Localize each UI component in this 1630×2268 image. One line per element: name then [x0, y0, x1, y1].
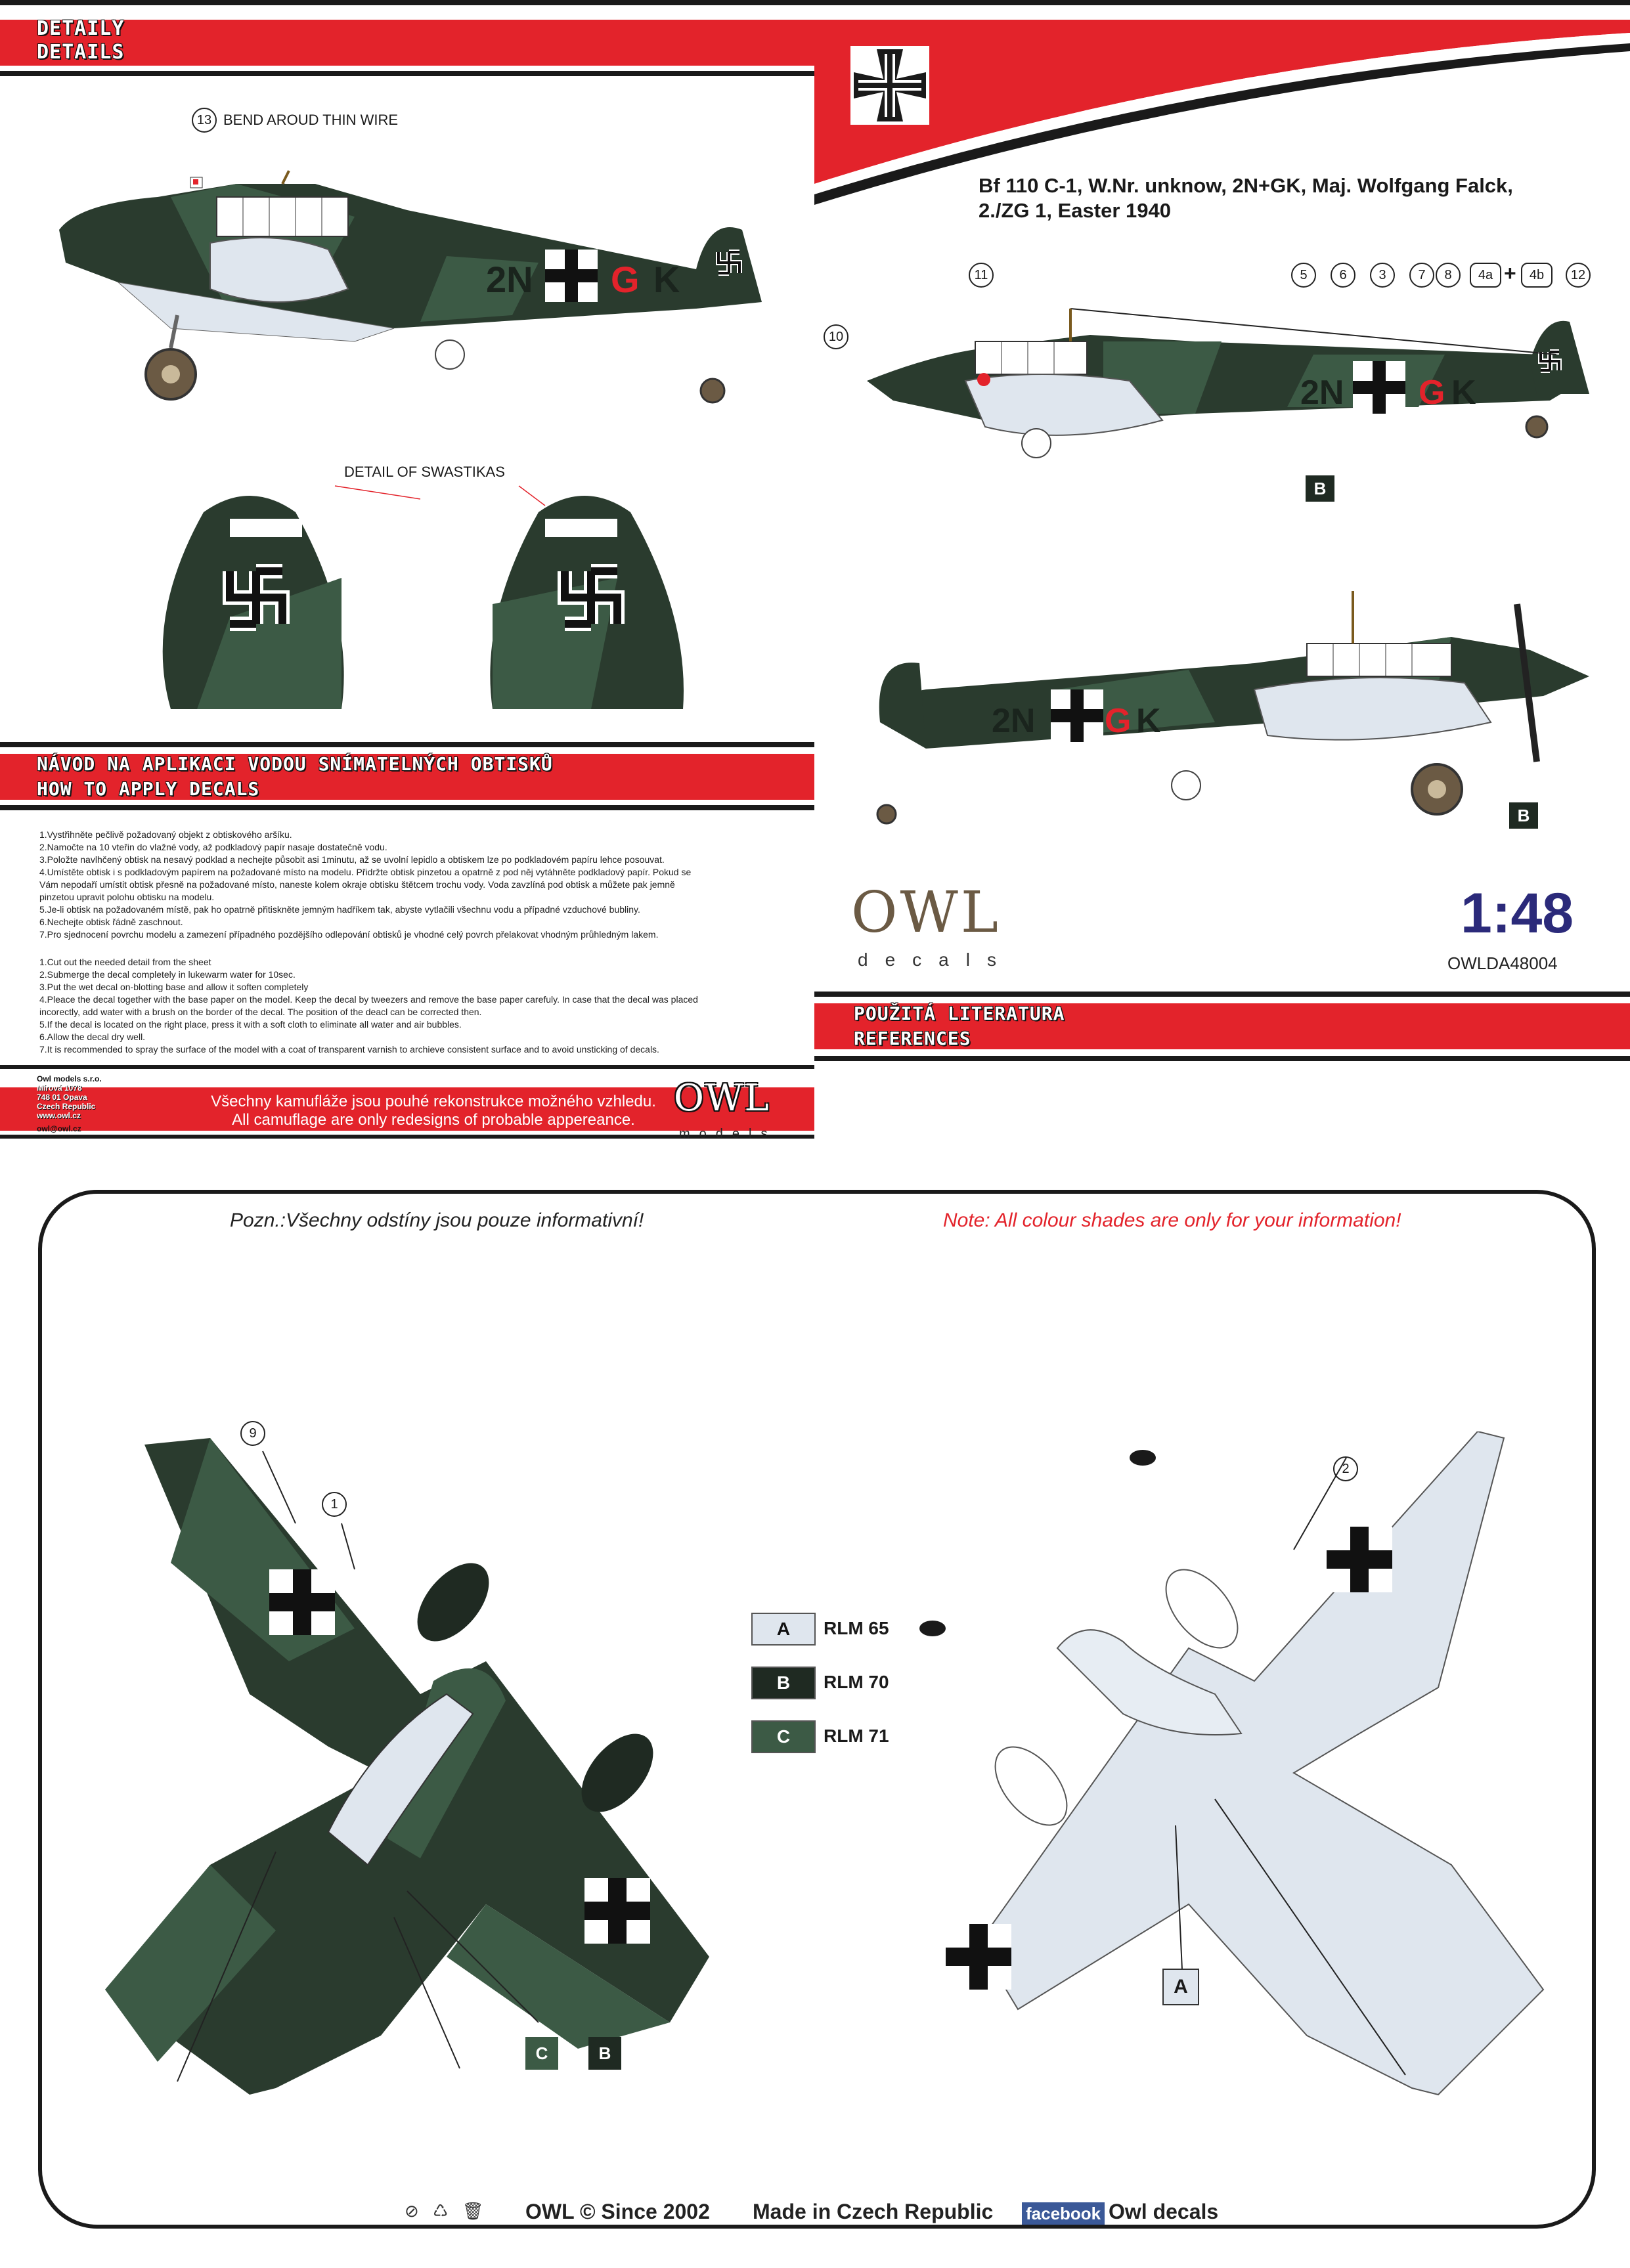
instr-cz-line: 6.Nechejte obtisk řádně zaschnout. [39, 917, 183, 927]
swastika-detail-label: DETAIL OF SWASTIKAS [344, 464, 505, 480]
callout-3: 3 [1370, 263, 1395, 288]
ref-rule-bottom [814, 1056, 1630, 1061]
instr-cz-line: 3.Položte navlhčený obtisk na nesavý podklad a nechejte působit asi 1minutu, až se uvolní lepidlo a obtiskem lze po podkladovém papíru lehce posouvat. [39, 854, 665, 865]
callout-1: 1 [322, 1492, 347, 1517]
instructions-cz-list [39, 829, 762, 941]
callout-4a: 4a [1470, 263, 1501, 288]
instructions-heading-en: HOW TO APPLY DECALS [37, 778, 260, 800]
references-heading-cz: POUŽITÁ LITERATURA [854, 1003, 1065, 1024]
instr-en-line: 1.Cut out the needed detail from the sheet [39, 957, 211, 967]
svg-text:G: G [1419, 374, 1445, 412]
recycle-icon: ♺ [433, 2201, 449, 2221]
facebook-name[interactable]: Owl decals [1109, 2200, 1219, 2223]
svg-text:G: G [1105, 702, 1132, 740]
company-line: owl@owl.cz [37, 1124, 81, 1133]
svg-text:2N: 2N [486, 259, 533, 300]
instructions-heading-cz: NÁVOD NA APLIKACI VODOU SNÍMATELNÝCH OBTISKŮ [37, 753, 553, 775]
product-code: OWLDA48004 [1447, 953, 1558, 973]
note-cz: Pozn.:Všechny odstíny jsou pouze informativní! [230, 1210, 644, 1231]
callout-plus: + [1504, 261, 1516, 285]
copyright: OWL © Since 2002 [525, 2200, 710, 2223]
company-line: 748 01 Opava [37, 1093, 87, 1102]
top-view-upper [79, 1431, 801, 2127]
owl-models-logo: OWL [674, 1077, 770, 1120]
company-address [37, 1074, 122, 1133]
instr-en-line: 6.Allow the decal dry well. [39, 1032, 146, 1042]
details-title-cz: DETAILY [37, 17, 125, 40]
instr-en-line: incorectly, add water with a brush on the border of the decal. The position of the deacl can be corrected then. [39, 1007, 482, 1017]
callout-12: 12 [1566, 263, 1591, 288]
instr-cz-line: 2.Namočte na 10 vteřin do vlažné vody, až podkladový papír nasaje dostatečně vodu. [39, 842, 387, 852]
camo-note [197, 1093, 670, 1129]
instr-rule-bottom [0, 805, 814, 810]
instr-en-line: 7.It is recommended to spray the surface of the model with a coat of transparent varnish to archieve consistent surface and to avoid unsticking of decals. [39, 1044, 659, 1055]
ref-rule-top [814, 992, 1630, 997]
instr-en-line: 5.If the decal is located on the right place, press it with a soft cloth to eliminate all water and air bubbles. [39, 1019, 462, 1030]
label-b: B [588, 2037, 621, 2070]
no-burn-icon: ⊘ [405, 2201, 419, 2221]
instr-en-line: 4.Pleace the decal together with the base paper on the model. Keep the decal by tweezers and remove the base paper carefuly. In case that the decal was placed [39, 994, 698, 1005]
code-g-left: G [611, 259, 640, 300]
owl-decals-logo: OWL [851, 880, 1002, 946]
aircraft-title-line2: 2./ZG 1, Easter 1940 [979, 199, 1171, 222]
callout-13-text: BEND AROUD THIN WIRE [223, 112, 399, 128]
legend-label-a: RLM 65 [824, 1618, 889, 1638]
callout-7: 7 [1409, 263, 1434, 288]
label-a: A [1162, 1969, 1199, 2005]
aircraft-title [979, 173, 1513, 223]
owl-decals-sub: decals [858, 949, 1013, 970]
camo-note-cz: Všechny kamufláže jsou pouhé rekonstrukce možného vzhledu. [211, 1093, 656, 1110]
callout-10: 10 [824, 324, 848, 349]
svg-text:K: K [1136, 702, 1161, 740]
company-line: Mírová 1078 [37, 1083, 82, 1093]
top-rule [0, 0, 814, 5]
note-en: Note: All colour shades are only for your information! [943, 1210, 1401, 1231]
label-c: C [525, 2037, 558, 2070]
instr-cz-line: 7.Pro sjednocení povrchu modelu a zamezení případného pozdějšího odlepování obtisků je vhodné celý povrch přelakovat vhodným průhledným lakem. [39, 929, 659, 940]
trash-icon: 🗑 [462, 2201, 484, 2221]
instr-cz-line: 1.Vystřihněte pečlivě požadovaný objekt z obtiskového aršíku. [39, 829, 292, 840]
callout-4b: 4b [1521, 263, 1553, 288]
swastika-detail-drawings [144, 473, 709, 722]
legend-label-c: RLM 71 [824, 1726, 889, 1746]
svg-text:2N: 2N [992, 702, 1036, 740]
instr-en-line: 2.Submerge the decal completely in lukewarm water for 10sec. [39, 969, 296, 980]
camo-note-en: All camuflage are only redesigns of probable appereance. [232, 1111, 635, 1129]
company-line: www.owl.cz [37, 1111, 81, 1120]
callout-13: 13 [192, 108, 217, 133]
bottom-view-underside [847, 1431, 1570, 2127]
instr-en-line: 3.Put the wet decal on-blotting base and allow it soften completely [39, 982, 309, 992]
color-box-b-2: B [1509, 802, 1538, 829]
details-title-en: DETAILS [37, 41, 125, 64]
right-top-rule [814, 0, 1630, 5]
svg-text:K: K [653, 259, 680, 300]
instr-cz-line: Vám nepodaří umístit obtisk přesně na požadované místo, naneste kolem okraje obtisku štětcem trochu vody. Voda zavzlíná pod obtisk a můžete pak jemně [39, 879, 675, 890]
svg-text:K: K [1451, 374, 1476, 412]
callout-8: 8 [1436, 263, 1461, 288]
side-profile-left [39, 131, 782, 414]
recycle-icons [405, 2201, 484, 2221]
legend-swatch-b: B [751, 1667, 816, 1699]
instr-cz-line: 5.Je-li obtisk na požadovaném místě, pak ho opatrně přitiskněte jemným hadříkem tak, abyste vytlačili všechnu vodu a případné vzduchové bubliny. [39, 904, 640, 915]
legend-swatch-a: A [751, 1613, 816, 1646]
callout-9: 9 [240, 1421, 265, 1446]
details-underline [0, 71, 814, 76]
scale-label: 1:48 [1461, 882, 1574, 945]
made-in: Made in Czech Republic [753, 2200, 994, 2223]
legend-label-b: RLM 70 [824, 1672, 889, 1692]
side-profile-right-2 [860, 591, 1609, 834]
company-line: Czech Republic [37, 1102, 96, 1111]
instr-cz-line: pinzetou upravit polohu obtisku na modelu. [39, 892, 215, 902]
legend-swatch-c: C [751, 1720, 816, 1753]
instr-rule-top [0, 742, 814, 747]
color-box-b-1: B [1306, 475, 1334, 502]
callout-5: 5 [1291, 263, 1316, 288]
references-heading-en: REFERENCES [854, 1028, 971, 1049]
facebook-badge[interactable]: facebook [1022, 2202, 1105, 2225]
aircraft-title-line1: Bf 110 C-1, W.Nr. unknow, 2N+GK, Maj. Wolfgang Falck, [979, 174, 1513, 197]
side-profile-right-1 [854, 282, 1602, 479]
callout-11: 11 [969, 263, 994, 288]
footer-rule [0, 1065, 814, 1069]
balkenkreuz-icon [850, 46, 929, 125]
svg-text:2N: 2N [1300, 374, 1344, 412]
owl-models-sub: models [679, 1127, 777, 1141]
instr-cz-line: 4.Umístěte obtisk i s podkladovým papírem na požadované místo na modelu. Přidržte obtisk pinzetou a opatrně z pod něj vytáhněte podkladový papír. Pokud se [39, 867, 692, 877]
callout-6: 6 [1331, 263, 1355, 288]
company-line: Owl models s.r.o. [37, 1074, 102, 1083]
callout-2: 2 [1333, 1456, 1358, 1481]
instructions-en-list [39, 956, 762, 1056]
